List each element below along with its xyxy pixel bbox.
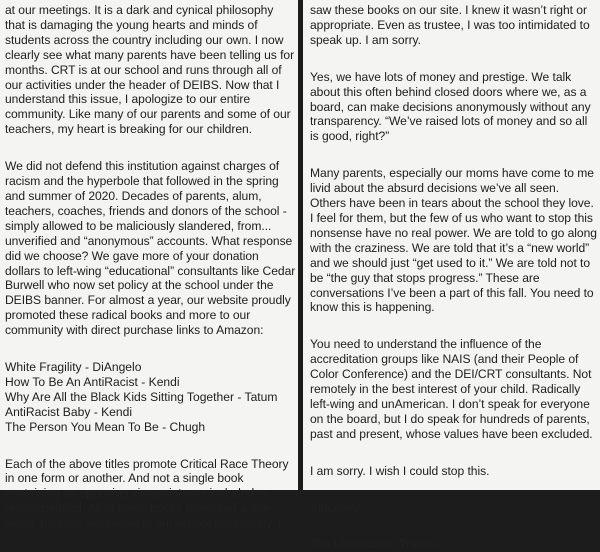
right-text-column [303, 0, 600, 552]
book-list-item: The Person You Mean To Be - Chugh [5, 419, 206, 434]
right-paragraph-1: saw these books on our site. I knew it wasn’t right or appropriate. Even as trustee, I was too intimidated to speak up. I am sorry. [310, 3, 590, 47]
right-paragraph-5: I am sorry. I wish I could stop this. [310, 463, 490, 478]
book-list-item: White Fragility - DiAngelo [5, 360, 142, 375]
left-paragraph-3: Each of the above titles promote Critical Race Theory in one form or another. And not a single book containing an opposing viewpoint was included or recommended. All of these books promoted a one-sided, partisan worldview to our school community. I [5, 456, 289, 531]
book-list-item: How To Be An AntiRacist - Kendi [5, 374, 180, 389]
left-text-column [0, 0, 298, 531]
right-paragraph-3: Many parents, especially our moms have come to me livid about the absurd decisions we’ve all seen. Others have been in tears about the school they love. I feel for them, but the few of us who want to stop this nonsense have no real power. We are told to go along with the craziness. We are told that it’s a “new world” and we should just “get used to it.” We are told not to be “the guy that stops progress.” These are conversations I’ve been a part of this fall. You need to know this is happening. [310, 166, 597, 315]
closing-salutation: Sincerely, [310, 500, 362, 515]
signature: The Undercover Trustee [310, 537, 440, 552]
left-paragraph-1: at our meetings. It is a dark and cynical philosophy that is damaging the young hearts and minds of students across the country including our own. I now clearly see what many parents have been telling us for months. CRT is at our school and runs through all of our activities under the header of DEIBS. Now that I understand this issue, I apologize to our entire community. Like many of our parents and some of our teachers, my heart is breaking for our children. [5, 3, 295, 137]
left-paragraph-2: We did not defend this institution against charges of racism and the hyperbole that followed in the spring and summer of 2020. Decades of parents, alum, teachers, coaches, friends and donors of the school - simply allowed to be maliciously slandered, from... unverified and “anonymous” accounts. What response did we choose? We gave more of your donation dollars to left-wing “educational” consultants like Cedar Burwell who now set policy at the school under the DEIBS banner. For almost a year, our website proudly promoted these radical books and more to our community with direct purchase links to Amazon: [5, 159, 296, 338]
right-paragraph-2: Yes, we have lots of money and prestige. We talk about this often behind closed doors where we, as a board, can make decisions anonymously without any transparency. “We’ve raised lots of money and so all is good, right?” [310, 69, 591, 144]
book-list [5, 360, 296, 435]
right-paragraph-4: You need to understand the influence of the accreditation groups like NAIS (and their People of Color Conference) and the DEI/CRT consultants. Not remotely in the best interest of your child. Radically left-wing and unAmerican. I don’t speak for everyone on the board, but I do speak for hundreds of parents, past and present, whose values have been excluded. [310, 337, 593, 441]
book-list-item: AntiRacist Baby - Kendi [5, 404, 133, 419]
book-list-item: Why Are All the Black Kids Sitting Together - Tatum [5, 389, 278, 404]
